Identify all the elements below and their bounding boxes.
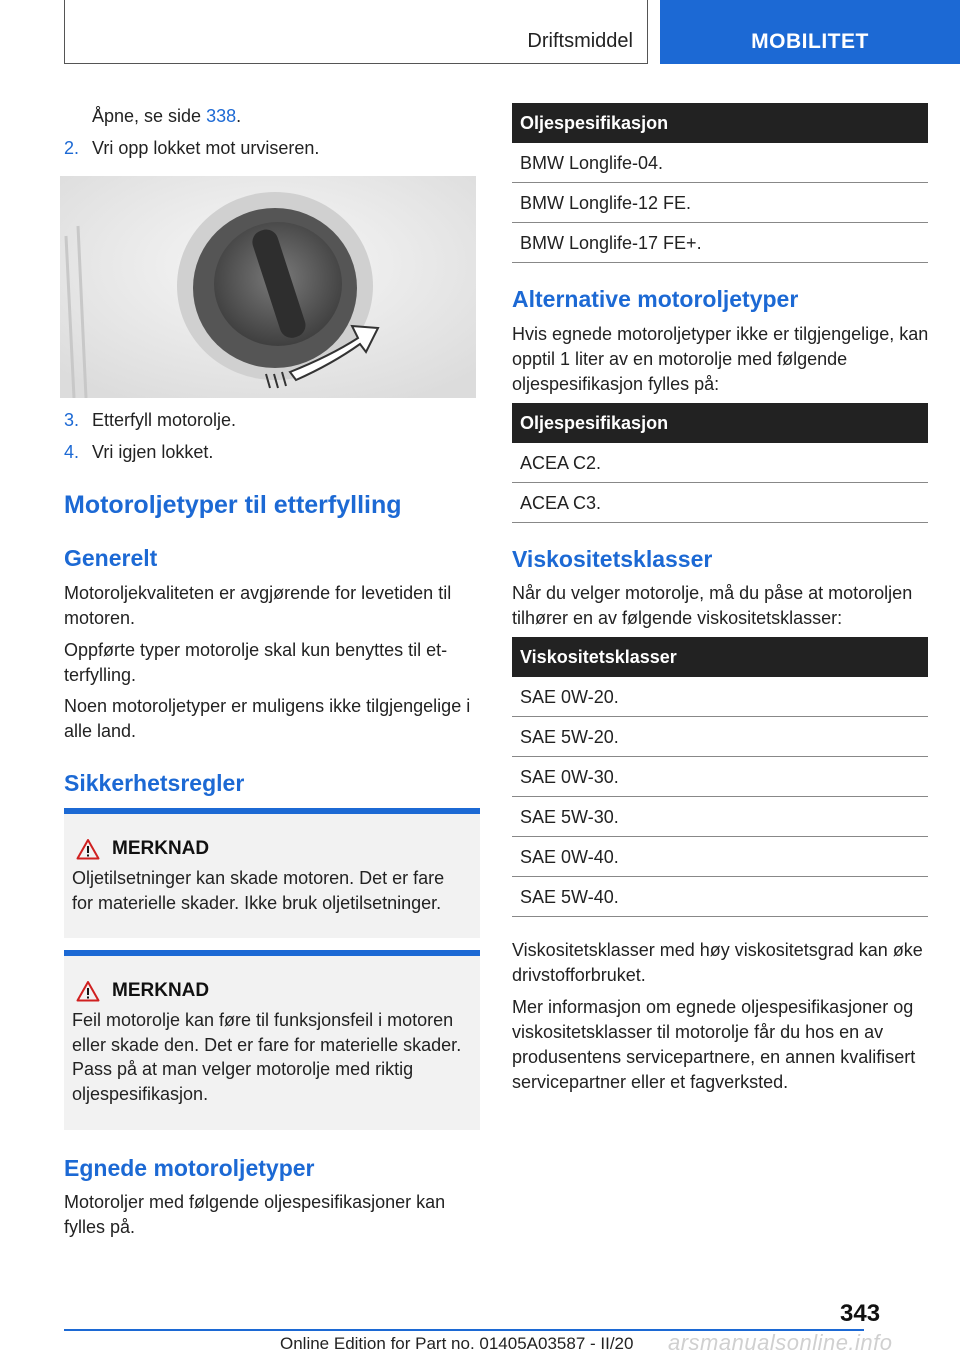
table-row: ACEA C2. (512, 443, 928, 483)
notice-box-1 (64, 808, 480, 938)
notice-title: MERKNAD (112, 980, 210, 1001)
visk-heading: Viskositetsklasser (512, 546, 713, 572)
alt-paragraph: Hvis egnede motoroljetyper ikke er tilgjengelige, kan opptil 1 liter av en motorolje med følgende oljespesifikasjon fylles på: (512, 324, 929, 394)
step-continuation (92, 104, 241, 129)
page-number: 343 (840, 1300, 881, 1327)
warning-icon (76, 838, 100, 860)
notice-title-row (76, 838, 470, 860)
visk-note-2: Mer informasjon om egnede oljespesifikasjoner og viskositetsklasser til motorolje får du hos en av produsentens servicepartnere, en annen kvalifisert servicepartner eller et fagverksted. (512, 997, 916, 1092)
oil-cap-illustration (60, 176, 476, 398)
watermark: arsmanualsonline.info (668, 1330, 893, 1355)
oil-spec-table-2 (512, 403, 928, 523)
table-row: BMW Longlife-17 FE+. (512, 223, 928, 263)
table-row: SAE 5W-40. (512, 877, 928, 917)
table-row: SAE 0W-30. (512, 757, 928, 797)
table-row: SAE 0W-20. (512, 677, 928, 717)
generelt-paragraph-3: Noen motoroljetyper er muligens ikke tilgjengelige i alle land. (64, 696, 471, 741)
header-chapter-title: MOBILITET (751, 30, 869, 53)
egnede-heading: Egnede motoroljetyper (64, 1155, 315, 1181)
table-row: BMW Longlife-04. (512, 143, 928, 183)
notice-text: Oljetilsetninger kan skade motoren. Det er fare for materielle skader. Ikke bruk oljetilsetninger. (72, 868, 445, 913)
step-text: Vri opp lokket mot urviseren. (92, 138, 320, 158)
viscosity-table (512, 637, 928, 917)
header-section-box (64, 0, 648, 64)
step-number: 2. (64, 138, 80, 158)
table-row: ACEA C3. (512, 483, 928, 523)
notice-box-2 (64, 950, 480, 1130)
step-number: 3. (64, 410, 80, 430)
step-4 (64, 440, 213, 465)
notice-title: MERKNAD (112, 838, 210, 859)
step-2 (64, 136, 319, 161)
generelt-paragraph-1: Motoroljekvaliteten er avgjørende for levetiden til motoren. (64, 583, 452, 628)
generelt-heading: Generelt (64, 545, 158, 571)
table-row: BMW Longlife-12 FE. (512, 183, 928, 223)
page-link[interactable]: 338 (206, 106, 237, 126)
step-3 (64, 408, 236, 433)
visk-paragraph: Når du velger motorolje, må du påse at motoroljen tilhører en av følgende viskositetsklasser: (512, 583, 913, 628)
table-row: SAE 0W-40. (512, 837, 928, 877)
step-continuation-end: . (236, 106, 242, 126)
step-continuation-text: Åpne, se side (92, 106, 207, 126)
warning-icon (76, 980, 100, 1002)
oil-spec-table-1 (512, 103, 928, 263)
table-header: Oljespesifikasjon (512, 403, 928, 443)
notice-text: Feil motorolje kan føre til funksjonsfeil i motoren eller skade den. Det er fare for materielle skader. Pass på at man velger motorolje med riktig oljespesifikasjon. (72, 1010, 462, 1104)
visk-note-1: Viskositetsklasser med høy viskositetsgrad kan øke drivstofforbruket. (512, 940, 923, 985)
header-chapter-tab[interactable] (660, 0, 960, 64)
step-text: Vri igjen lokket. (92, 442, 214, 462)
table-header: Oljespesifikasjon (512, 103, 928, 143)
main-heading: Motoroljetyper til etterfylling (64, 491, 402, 519)
generelt-paragraph-2: Oppførte typer motorolje skal kun benyttes til etterfylling. (64, 640, 448, 685)
alt-heading: Alternative motoroljetyper (512, 286, 799, 312)
sikkerhet-heading: Sikkerhetsregler (64, 770, 245, 796)
header-section-title: Driftsmiddel (527, 30, 633, 52)
oil-cap-photo (60, 176, 476, 398)
table-row: SAE 5W-20. (512, 717, 928, 757)
egnede-paragraph: Motoroljer med følgende oljespesifikasjoner kan fylles på. (64, 1192, 446, 1237)
footer-edition: Online Edition for Part no. 01405A03587 - II/20 (280, 1334, 634, 1353)
step-number: 4. (64, 442, 80, 462)
notice-title-row (76, 980, 470, 1002)
table-row: SAE 5W-30. (512, 797, 928, 837)
table-header: Viskositetsklasser (512, 637, 928, 677)
step-text: Etterfyll motorolje. (92, 410, 237, 430)
